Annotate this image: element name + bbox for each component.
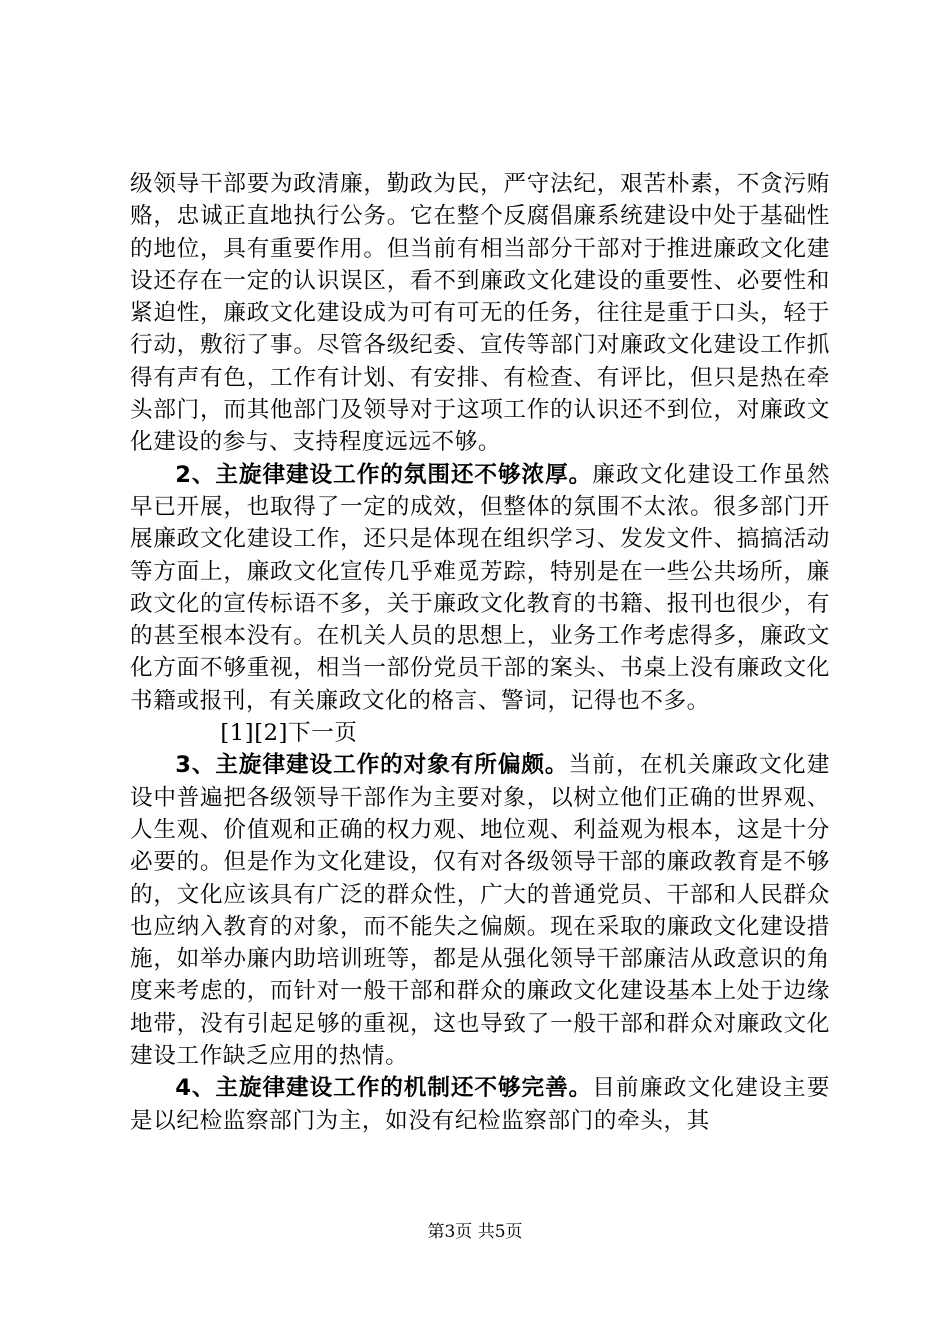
- next-page-link[interactable]: 下一页: [288, 720, 358, 747]
- paragraph-4-heading: 4、主旋律建设工作的机制还不够完善。: [175, 1075, 593, 1102]
- document-body: [130, 168, 830, 1137]
- page-footer: 第3页 共5页: [427, 1222, 523, 1242]
- paragraph-4: [130, 1072, 830, 1137]
- page-link-2[interactable]: [2]: [254, 720, 288, 747]
- paragraph-3-heading: 3、主旋律建设工作的对象有所偏颇。: [175, 752, 569, 779]
- page-link-1[interactable]: [1]: [220, 720, 255, 747]
- paragraph-4-body: 目前廉政文化建设主要是以纪检监察部门为主，如没有纪检监察部门的牵头，其: [130, 1075, 831, 1134]
- paragraph-1: 级领导干部要为政清廉，勤政为民，严守法纪，艰苦朴素，不贪污贿赂，忠诚正直地执行公务。它在整个反腐倡廉系统建设中处于基础性的地位，具有重要作用。但当前有相当部分干部对于推进廉政文化建设还存在一定的认识误区，看不到廉政文化建设的重要性、必要性和紧迫性，廉政文化建设成为可有可无的任务，往往是重于口头，轻于行动，敷衍了事。尽管各级纪委、宣传等部门对廉政文化建设工作抓得有声有色，工作有计划、有安排、有检查、有评比，但只是热在牵头部门，而其他部门及领导对于这项工作的认识还不到位，对廉政文化建设的参与、支持程度远远不够。: [130, 171, 830, 456]
- paragraph-2-heading: 2、主旋律建设工作的氛围还不够浓厚。: [175, 461, 593, 488]
- paragraph-3: [130, 749, 830, 1072]
- paragraph-3-body: 当前，在机关廉政文化建设中普遍把各级领导干部作为主要对象，以树立他们正确的世界观、人生观、价值观和正确的权力观、地位观、利益观为根本，这是十分必要的。但是作为文化建设，仅有对各级领导干部的廉政教育是不够的，文化应该具有广泛的群众性，广大的普通党员、干部和人民群众也应纳入教育的对象，而不能失之偏颇。现在采取的廉政文化建设措施，如举办廉内助培训班等，都是从强化领导干部廉洁从政意识的角度来考虑的，而针对一般干部和群众的廉政文化建设基本上处于边缘地带，没有引起足够的重视，这也导致了一般干部和群众对廉政文化建设工作缺乏应用的热情。: [130, 752, 830, 1070]
- pagination: [130, 717, 830, 749]
- paragraph-2-body: 廉政文化建设工作虽然早已开展，也取得了一定的成效，但整体的氛围不太浓。很多部门开展廉政文化建设工作，还只是体现在组织学习、发发文件、搞搞活动等方面上，廉政文化宣传几乎难觅芳踪，特别是在一些公共场所，廉政文化的宣传标语不多，关于廉政文化教育的书籍、报刊也很少，有的甚至根本没有。在机关人员的思想上，业务工作考虑得多，廉政文化方面不够重视，相当一部份党员干部的案头、书桌上没有廉政文化书籍或报刊，有关廉政文化的格言、警词，记得也不多。: [130, 461, 831, 714]
- paragraph-2: [130, 459, 830, 717]
